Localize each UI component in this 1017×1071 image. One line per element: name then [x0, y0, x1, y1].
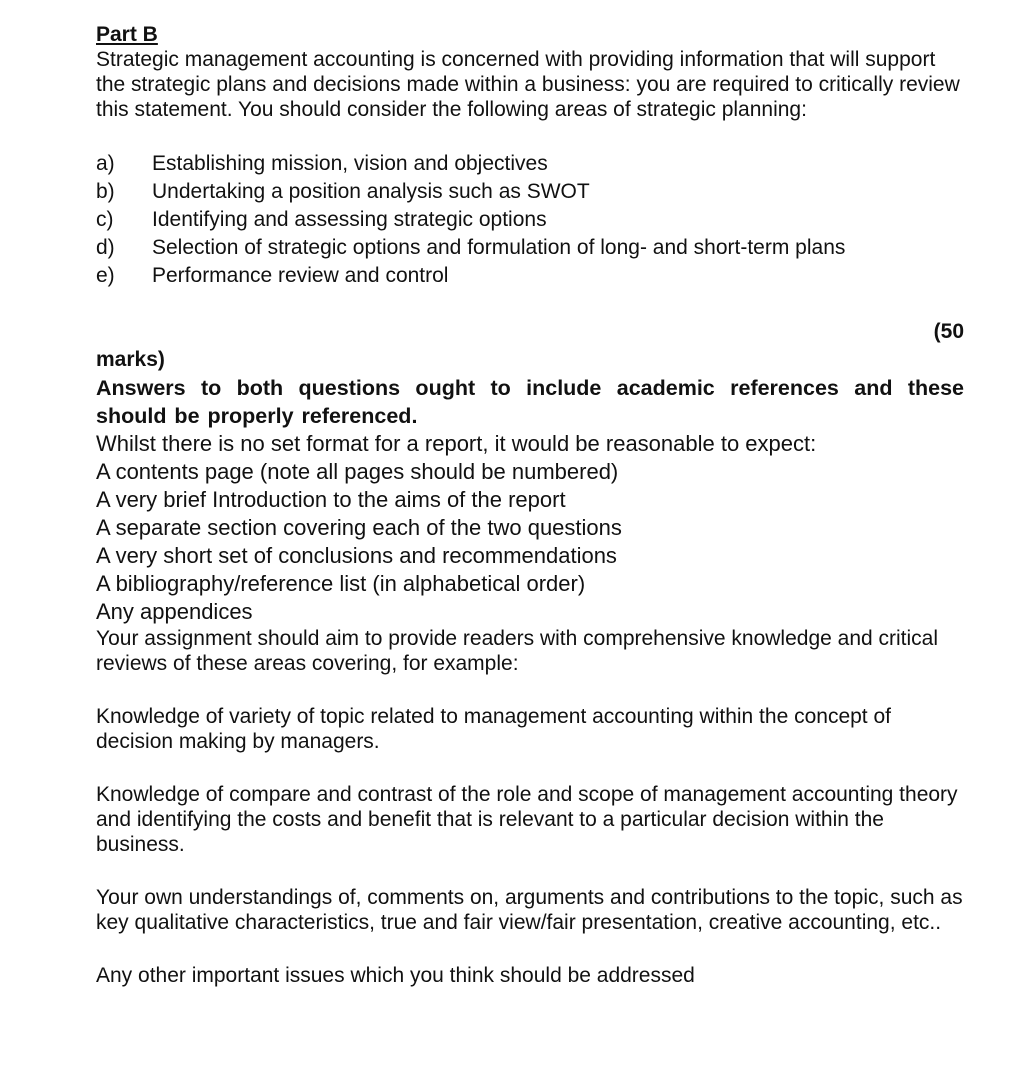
- list-item: [96, 150, 964, 178]
- format-intro: Whilst there is no set format for a report, it would be reasonable to expect:: [96, 431, 817, 456]
- marks-open: (50: [933, 320, 964, 343]
- list-item: [96, 178, 964, 206]
- list-item: [96, 262, 964, 290]
- format-item: Any appendices: [96, 599, 253, 624]
- list-item: [96, 206, 964, 234]
- list-marker: b): [96, 180, 115, 203]
- list-item-text: Performance review and control: [152, 264, 449, 287]
- criterion-paragraph: Any other important issues which you think should be addressed: [96, 964, 695, 987]
- format-item: A separate section covering each of the two questions: [96, 515, 622, 540]
- list-marker: e): [96, 264, 115, 287]
- list-item-text: Identifying and assessing strategic options: [152, 208, 547, 231]
- list-marker: c): [96, 208, 114, 231]
- criterion-paragraph: Knowledge of compare and contrast of the role and scope of management accounting theory and identifying the costs and benefit that is relevant to a particular decision within the business.: [96, 783, 958, 856]
- part-heading: Part B: [96, 23, 158, 46]
- aim-paragraph: Your assignment should aim to provide readers with comprehensive knowledge and critical reviews of these areas covering, for example:: [96, 627, 939, 675]
- criterion-paragraph: Your own understandings of, comments on, arguments and contributions to the topic, such as key qualitative characteristics, true and fair view/fair presentation, creative accounting, etc..: [96, 886, 963, 934]
- list-marker: a): [96, 152, 115, 175]
- criterion-paragraph: Knowledge of variety of topic related to management accounting within the concept of decision making by managers.: [96, 705, 891, 753]
- list-marker: d): [96, 236, 115, 259]
- strategic-areas-list: [96, 150, 964, 290]
- format-item: A bibliography/reference list (in alphabetical order): [96, 571, 586, 596]
- format-item: A very brief Introduction to the aims of the report: [96, 487, 566, 512]
- list-item-text: Establishing mission, vision and objectives: [152, 152, 548, 175]
- list-item-text: Selection of strategic options and formulation of long- and short-term plans: [152, 236, 846, 259]
- intro-paragraph: Strategic management accounting is concerned with providing information that will support the strategic plans and decisions made within a business: you are required to critically review this statement. You should consider the following areas of strategic planning:: [96, 48, 960, 121]
- references-note: Answers to both questions ought to include academic references and these should be properly referenced.: [96, 376, 964, 428]
- format-item: A very short set of conclusions and recommendations: [96, 543, 617, 568]
- list-item-text: Undertaking a position analysis such as SWOT: [152, 180, 590, 203]
- marks-close: marks): [96, 348, 165, 371]
- format-item: A contents page (note all pages should be numbered): [96, 459, 619, 484]
- document-page: [96, 22, 964, 988]
- list-item: [96, 234, 964, 262]
